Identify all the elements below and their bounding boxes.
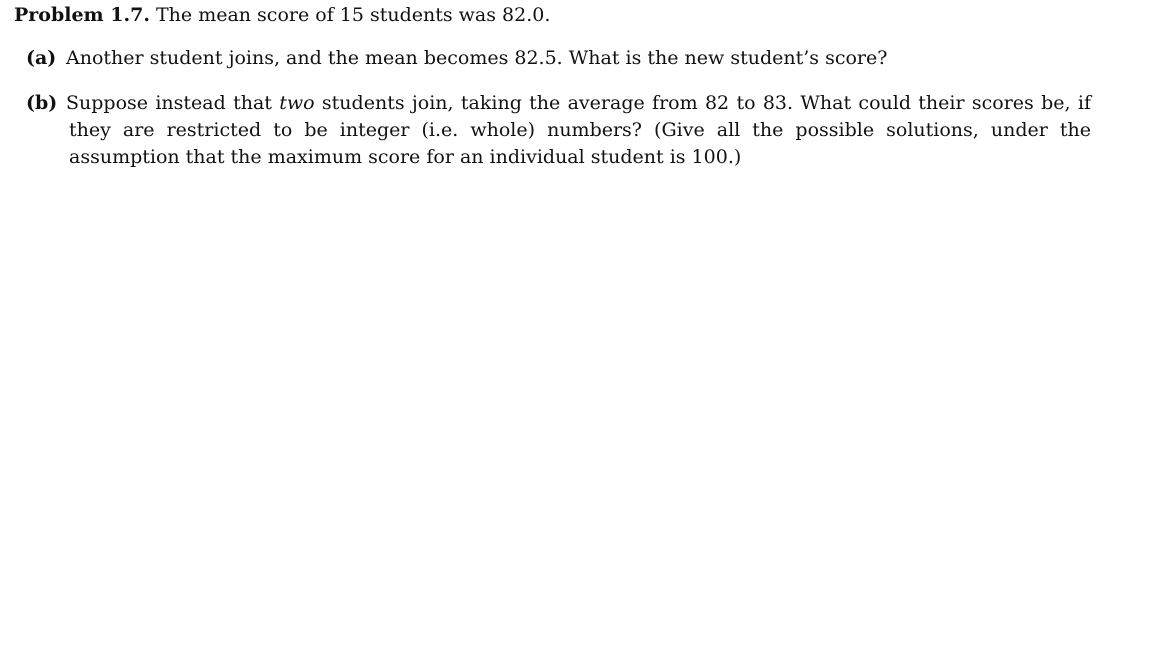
part-b-text-before: Suppose instead that — [66, 92, 272, 114]
part-b — [26, 90, 1091, 171]
problem-label: Problem 1.7. — [14, 4, 150, 26]
part-b-emphasis: two — [279, 92, 315, 114]
problem-statement: The mean score of 15 students was 82.0. — [156, 4, 551, 26]
problem-heading — [14, 2, 550, 28]
part-b-text-after: students join, taking the average from 82 to 83. What could their scores be, if they are restricted to be integer (i.e. whole) numbers? (Give all the possible solutions, under the assumption that the maximum score for an individual student is 100.) — [69, 92, 1091, 168]
part-b-label: (b) — [26, 92, 58, 114]
part-a — [26, 45, 887, 72]
part-a-text: Another student joins, and the mean becomes 82.5. What is the new student’s score? — [66, 47, 888, 69]
part-a-label: (a) — [26, 47, 57, 69]
